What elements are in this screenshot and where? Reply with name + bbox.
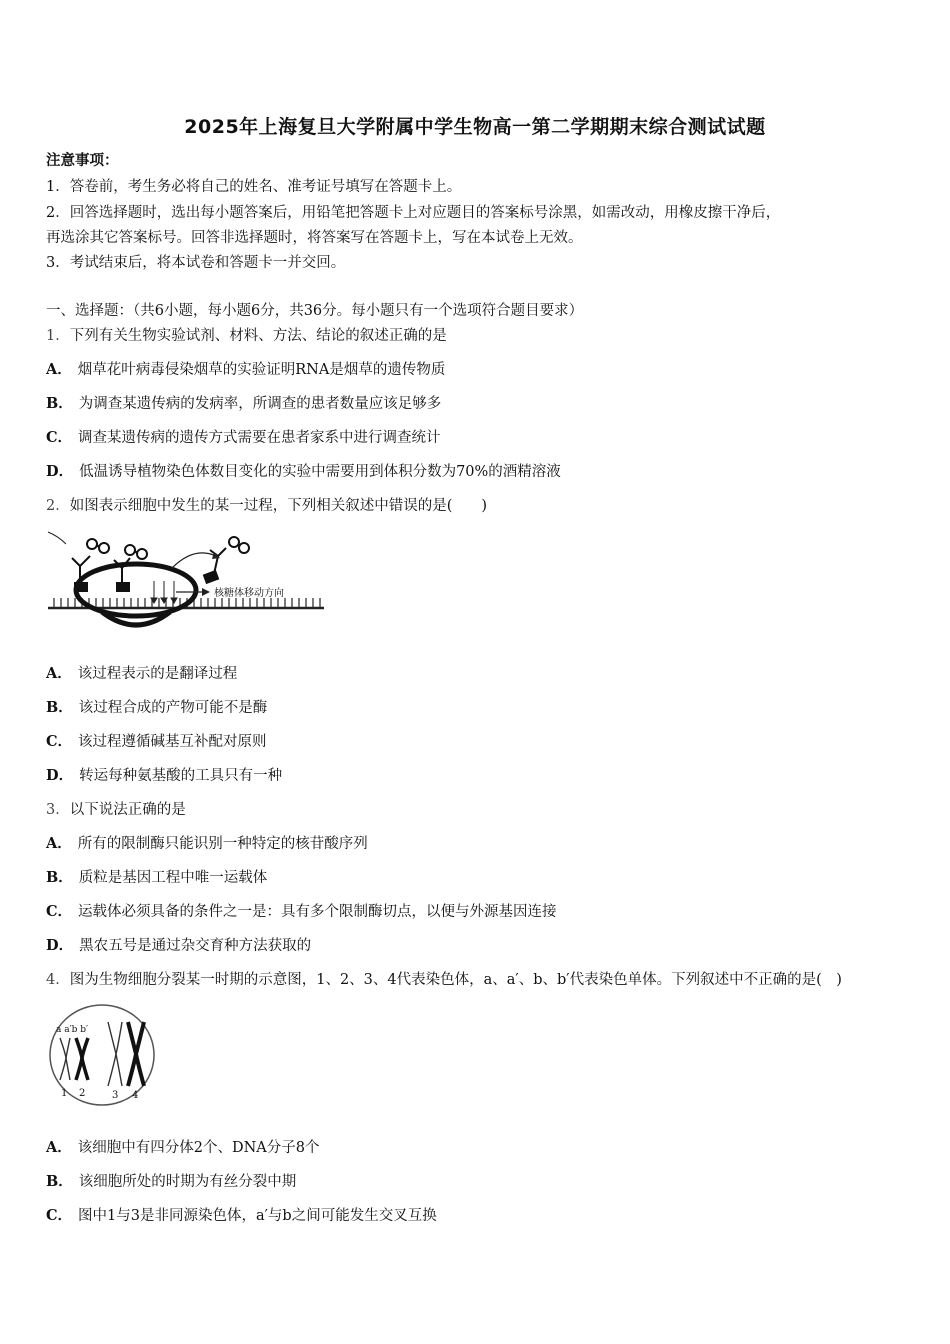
question-stem: 图为生物细胞分裂某一时期的示意图，1、2、3、4代表染色体，a、a′、b、b′代表染色单体。下列叙述中不正确的是( ) <box>69 972 842 988</box>
option-text: 该细胞中有四分体2个、DNA分子8个 <box>77 1140 320 1156</box>
question-number: 3． <box>46 802 70 818</box>
option-letter: D． <box>46 463 74 480</box>
option-letter: A． <box>46 1139 72 1156</box>
notice-item: 1．答卷前，考生务必将自己的姓名、准考证号填写在答题卡上。 <box>46 179 462 195</box>
notice-heading: 注意事项： <box>46 152 119 169</box>
chromosome-label-3: 3 <box>112 1090 119 1101</box>
option-letter: C． <box>46 429 73 446</box>
option-text: 低温诱导植物染色体数目变化的实验中需要用到体积分数为70%的酒精溶液 <box>79 464 561 480</box>
option-text: 烟草花叶病毒侵染烟草的实验证明RNA是烟草的遗传物质 <box>77 362 446 378</box>
option-text: 所有的限制酶只能识别一种特定的核苷酸序列 <box>77 836 368 852</box>
question-number: 1． <box>46 328 70 344</box>
option-text: 图中1与3是非同源染色体，a′与b之间可能发生交叉互换 <box>78 1208 437 1224</box>
option-text: 转运每种氨基酸的工具只有一种 <box>79 768 283 784</box>
question-number: 2． <box>46 498 70 514</box>
option-3b[interactable] <box>46 868 267 888</box>
option-letter: D． <box>46 937 74 954</box>
ribosome-direction-label: 核糖体移动方向 <box>214 588 284 599</box>
question-stem: 如图表示细胞中发生的某一过程，下列相关叙述中错误的是( ) <box>69 498 488 514</box>
option-letter: B． <box>46 1173 73 1190</box>
question-stem: 以下说法正确的是 <box>69 802 186 818</box>
chromosome-label-2: 2 <box>79 1088 86 1099</box>
section-heading: 一、选择题：（共6小题，每小题6分，共36分。每小题只有一个选项符合题目要求） <box>46 303 584 319</box>
question-number: 4． <box>46 972 70 988</box>
option-3a[interactable] <box>46 834 368 854</box>
question-3 <box>46 800 186 820</box>
option-text: 该细胞所处的时期为有丝分裂中期 <box>78 1174 297 1190</box>
question-1 <box>46 326 447 346</box>
chromosome-label-1: 1 <box>61 1088 68 1099</box>
option-text: 黑农五号是通过杂交育种方法获取的 <box>79 938 312 954</box>
option-4c[interactable] <box>46 1206 437 1226</box>
option-letter: C． <box>46 733 73 750</box>
option-1d[interactable] <box>46 462 561 482</box>
option-text: 为调查某遗传病的发病率，所调查的患者数量应该足够多 <box>78 396 442 412</box>
option-letter: C． <box>46 903 73 920</box>
notice-item: 2．回答选择题时，选出每小题答案后，用铅笔把答题卡上对应题目的答案标号涂黑，如需改动，用橡皮擦干净后， <box>46 205 781 221</box>
chromosome-label-4: 4 <box>132 1090 139 1101</box>
option-2d[interactable] <box>46 766 282 786</box>
option-3c[interactable] <box>46 902 557 922</box>
option-letter: A． <box>46 361 72 378</box>
chromosome-diagram <box>46 1002 158 1108</box>
option-4a[interactable] <box>46 1138 320 1158</box>
option-2b[interactable] <box>46 698 267 718</box>
option-1c[interactable] <box>46 428 441 448</box>
option-letter: A． <box>46 835 72 852</box>
notice-item: 再选涂其它答案标号。回答非选择题时，将答案写在答题卡上，写在本试卷上无效。 <box>46 230 583 246</box>
option-text: 质粒是基因工程中唯一运载体 <box>78 870 268 886</box>
option-letter: A． <box>46 665 72 682</box>
question-2 <box>46 496 487 516</box>
question-stem: 下列有关生物实验试剂、材料、方法、结论的叙述正确的是 <box>69 328 447 344</box>
option-2c[interactable] <box>46 732 267 752</box>
option-letter: C． <box>46 1207 73 1224</box>
option-text: 该过程表示的是翻译过程 <box>77 666 238 682</box>
page-title: 2025年上海复旦大学附属中学生物高一第二学期期末综合测试试题 <box>184 116 766 138</box>
question-4 <box>46 970 842 990</box>
translation-diagram <box>44 526 328 638</box>
option-3d[interactable] <box>46 936 311 956</box>
option-letter: B． <box>46 869 73 886</box>
option-4b[interactable] <box>46 1172 296 1192</box>
option-1b[interactable] <box>46 394 441 414</box>
option-2a[interactable] <box>46 664 237 684</box>
chromatid-labels: a a′b b′ <box>56 1025 89 1035</box>
option-text: 该过程遵循碱基互补配对原则 <box>78 734 267 750</box>
option-text: 运载体必须具备的条件之一是：具有多个限制酶切点，以便与外源基因连接 <box>78 904 557 920</box>
notice-item: 3．考试结束后，将本试卷和答题卡一并交回。 <box>46 255 346 271</box>
option-letter: B． <box>46 395 73 412</box>
option-text: 调查某遗传病的遗传方式需要在患者家系中进行调查统计 <box>78 430 441 446</box>
option-letter: B． <box>46 699 73 716</box>
option-letter: D． <box>46 767 74 784</box>
option-text: 该过程合成的产物可能不是酶 <box>78 700 268 716</box>
option-1a[interactable] <box>46 360 445 380</box>
